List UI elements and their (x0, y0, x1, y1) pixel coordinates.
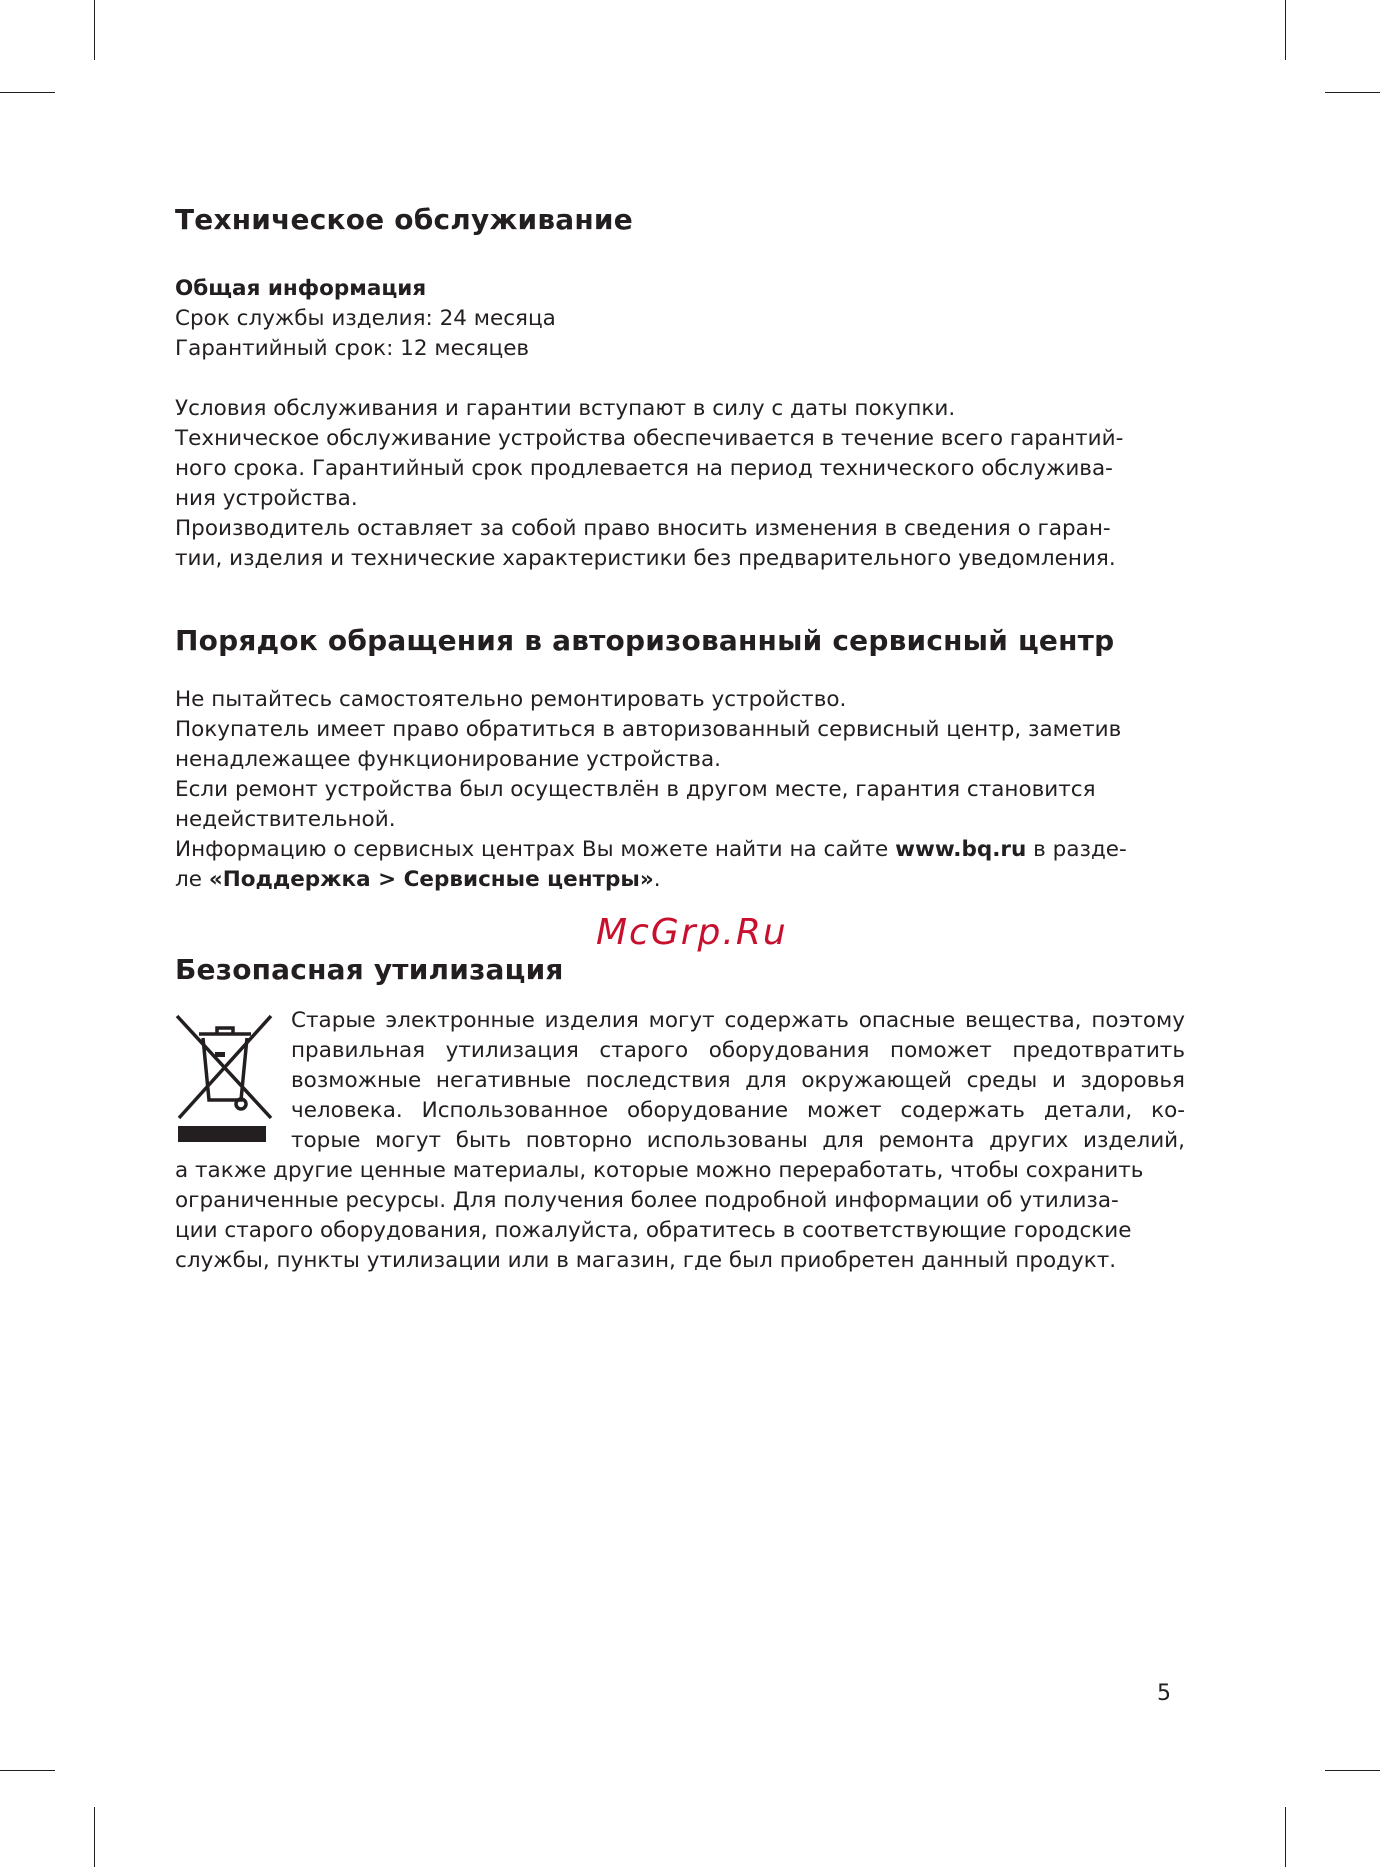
section-title: Безопасная утилизация (175, 953, 564, 986)
text-line: недействительной. (175, 807, 396, 832)
support-section-link[interactable]: «Поддержка > Сервисные центры» (208, 867, 654, 892)
text-fragment: Информацию о сервисных центрах Вы можете найти на сайте (175, 837, 896, 862)
text-line: службы, пункты утилизации или в магазин, где был приобретен данный продукт. (175, 1248, 1117, 1273)
subsection-title: Общая информация (175, 276, 427, 301)
text-line: ного срока. Гарантийный срок продлевается на период технического обслужива- (175, 456, 1113, 481)
text-line: Условия обслуживания и гарантии вступают в силу с даты покупки. (175, 396, 956, 421)
text-fragment: в разде- (1026, 837, 1127, 862)
text-line (175, 835, 1185, 865)
section-service-center (175, 617, 1185, 895)
text-fragment: ле (175, 867, 209, 892)
crop-mark (94, 1807, 95, 1867)
section-disposal (175, 946, 1185, 1276)
weee-crossed-bin-icon (175, 1012, 275, 1142)
crop-mark (1285, 1807, 1286, 1867)
text-fragment: . (653, 867, 661, 892)
text-line: торые могут быть повторно использованы для ремонта других изделий, (291, 1128, 1185, 1153)
section-title: Порядок обращения в авторизованный сервисный центр (175, 624, 1115, 657)
crop-mark (1325, 92, 1380, 93)
crop-mark (1325, 1770, 1380, 1771)
text-line: человека. Использованное оборудование может содержать детали, ко- (291, 1098, 1185, 1123)
text-line: правильная утилизация старого оборудования поможет предотвратить (291, 1038, 1185, 1063)
disposal-paragraph (175, 1006, 1185, 1276)
crop-mark (94, 0, 95, 60)
text-line: Гарантийный срок: 12 месяцев (175, 336, 530, 361)
text-line: ции старого оборудования, пожалуйста, обратитесь в соответствующие городские (175, 1218, 1132, 1243)
text-line: Покупатель имеет право обратиться в авторизованный сервисный центр, заметив (175, 717, 1122, 742)
watermark: McGrp.Ru (596, 912, 788, 953)
text-line: Не пытайтесь самостоятельно ремонтировать устройство. (175, 687, 847, 712)
text-line: Если ремонт устройства был осуществлён в другом месте, гарантия становится (175, 777, 1096, 802)
text-line: а также другие ценные материалы, которые можно переработать, чтобы сохранить (175, 1158, 1144, 1183)
crop-mark (1285, 0, 1286, 60)
text-line: Срок службы изделия: 24 месяца (175, 306, 556, 331)
website-link[interactable]: www.bq.ru (895, 837, 1027, 862)
text-line: возможные негативные последствия для окружающей среды и здоровья (291, 1068, 1185, 1093)
text-line: тии, изделия и технические характеристики без предварительного уведомления. (175, 546, 1116, 571)
section-title: Техническое обслуживание (175, 203, 633, 236)
text-line: Техническое обслуживание устройства обеспечивается в течение всего гарантий- (175, 426, 1124, 451)
text-line (175, 865, 1185, 895)
section-maintenance (175, 196, 1185, 574)
text-line: ненадлежащее функционирование устройства. (175, 747, 721, 772)
crop-mark (0, 1770, 55, 1771)
text-line: ограниченные ресурсы. Для получения более подробной информации об утилиза- (175, 1188, 1119, 1213)
page-number: 5 (1157, 1681, 1171, 1706)
text-line: ния устройства. (175, 486, 358, 511)
text-line: Производитель оставляет за собой право вносить изменения в сведения о гаран- (175, 516, 1111, 541)
crop-mark (0, 92, 55, 93)
text-line: Старые электронные изделия могут содержать опасные вещества, поэтому (291, 1008, 1185, 1033)
